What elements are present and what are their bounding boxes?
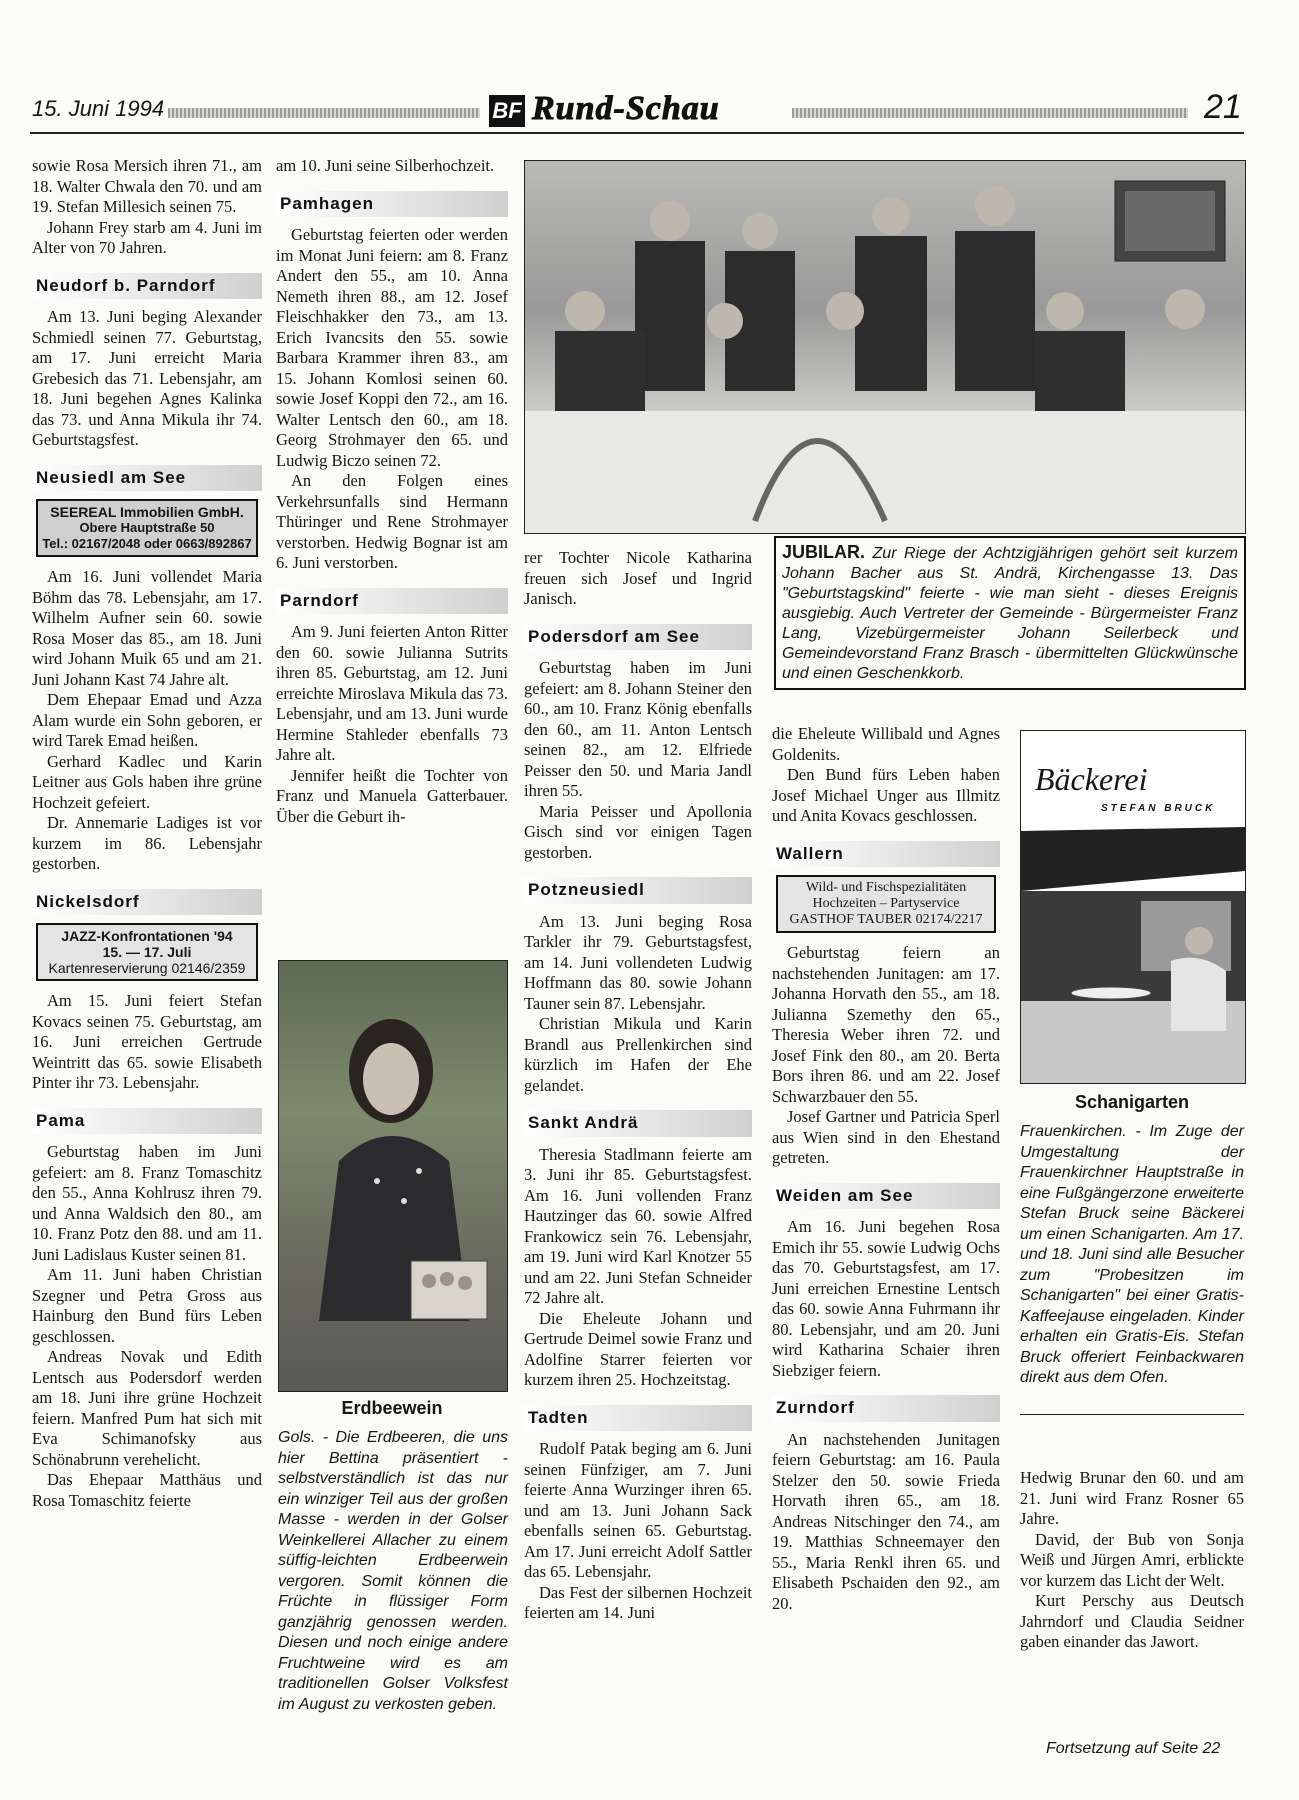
ad-line: Wild- und Fischspezialitäten (805, 880, 967, 895)
ad-line: Kartenreservierung 02146/2359 (48, 960, 246, 976)
paragraph: Am 16. Juni vollendet Maria Böhm das 78. Lebensjahr, am 17. Wilhelm Aufner sein 60. sowie Rosa Moser das 85., am 18. Juni wird Johann Muik 65 und am 21. Juni Johann Kast 74 Jahre alt. (32, 567, 262, 689)
paragraph: Das Fest der silbernen Hochzeit feierten am 14. Juni (524, 1582, 752, 1622)
jubilar-text: Zur Riege der Achtzigjährigen gehört seit kurzem Johann Bacher aus St. Andrä, Kirchengasse 13. Das "Geburtstagskind" feierte - wie man sieht - dieses Ereignis ausgiebig. Auch Vertreter der Gemeinde - Bürgermeister Franz Lang, Vizebürgermeister Johann Seilerbeck und Gemeindevorstand Franz Brasch - übermittelten Glückwünsche und einen Geschenkkorb. (782, 545, 1239, 682)
paragraph: sowie Rosa Mersich ihren 71., am 18. Walter Chwala den 70. und am 19. Stefan Millesich seinen 75. (32, 156, 262, 216)
paragraph: Am 13. Juni beging Rosa Tarkler ihr 79. Geburtstagsfest, am 14. Juni vollendeten Ludwig Hoffmann das 80. sowie Johann Tauner sein 87. Lebensjahr. (524, 911, 752, 1013)
jubilar-caption-box (774, 536, 1246, 690)
paragraph: Dr. Annemarie Ladiges ist vor kurzem im 86. Lebensjahr gestorben. (32, 813, 262, 873)
photo-title-erdbeewein: Erdbeewein (341, 1398, 443, 1418)
paragraph: Am 13. Juni beging Alexander Schmiedl seinen 77. Geburtstag, am 17. Juni erreicht Maria Grebesich das 71. Lebensjahr, am 18. Juni begehen Agnes Kalinka das 73. und Anna Mikula ihr 74. Geburtstagsfest. (32, 307, 262, 449)
paragraph: Jennifer heißt die Tochter von Franz und Manuela Gatterbauer. Über die Geburt ih- (276, 765, 508, 826)
column-4 (772, 724, 1000, 1614)
ad-line: 15. — 17. Juli (102, 944, 192, 960)
section-title: Rund-Schau (532, 90, 720, 127)
section-heading-tadten: Tadten (524, 1405, 752, 1432)
paragraph: Das Ehepaar Matthäus und Rosa Tomaschitz feierte (32, 1470, 262, 1510)
section-heading-neusiedl: Neusiedl am See (32, 465, 262, 492)
jubilar-photo (524, 160, 1246, 534)
section-heading-pamhagen: Pamhagen (276, 191, 508, 218)
paragraph: Gerhard Kadlec und Karin Leitner aus Gols haben ihre grüne Hochzeit gefeiert. (32, 751, 262, 812)
photo-caption-erdbeewein: Gols. - Die Erdbeeren, die uns hier Bettina präsentiert - selbstverständlich ist das nur ein winziger Teil aus der großen Masse - werden in der Golser Weinkellerei Allacher zu einem süffig-leichten Erdbeerwein vergoren. Somit können die Früchte in flüssiger Form ganzjährig genossen werden. Diesen und noch einige andere Fruchtweine wird es am traditionellen Golser Volksfest im August zu verkosten geben. (278, 1429, 508, 1713)
paragraph: Die Eheleute Johann und Gertrude Deimel sowie Franz und Adolfine Starrer feierten vor kurzem ihren 25. Hochzeitstag. (524, 1308, 752, 1389)
photo-caption-schanigarten: Frauenkirchen. - Im Zuge der Umgestaltung der Frauenkirchner Hauptstraße in eine Fußgängerzone erweiterte Stefan Bruck seine Bäckerei um einen Schanigarten. Am 17. und 18. Juni sind alle Besucher zum "Probesitzen im Schanigarten" bei einer Gratis-Kaffeejause eingeladen. Kinder erhalten ein Gratis-Eis. Stefan Bruck offeriert Feinbackwaren direkt aus dem Ofen. (1020, 1123, 1244, 1386)
section-heading-potzneusiedl: Potzneusiedl (524, 877, 752, 904)
column-2 (276, 156, 508, 827)
paragraph: Am 15. Juni feiert Stefan Kovacs seinen 75. Geburtstag, am 16. Juni erreichen Gertrude Weintritt das 65. sowie Elisabeth Pinter ihr 73. Lebensjahr. (32, 991, 262, 1092)
page-number: 21 (1204, 88, 1242, 126)
section-heading-pama: Pama (32, 1108, 262, 1135)
column-1 (32, 156, 262, 1511)
paragraph: Geburtstag haben im Juni gefeiert: am 8. Franz Tomaschitz den 55., Anna Kohlrusz ihren 79. und Anna Waldsich den 80., am 10. Franz Potz den 88. und am 11. Juni Ladislaus Kuster seinen 81. (32, 1142, 262, 1264)
paragraph: die Eheleute Willibald und Agnes Goldenits. (772, 724, 1000, 764)
strawberry-photo (278, 960, 508, 1392)
column-3 (524, 548, 752, 1624)
header-rule-right (792, 108, 1188, 118)
paragraph: Dem Ehepaar Emad und Azza Alam wurde ein Sohn geboren, er wird Tarek Emad heißen. (32, 690, 262, 750)
paragraph: Geburtstag feierten oder werden im Monat Juni feiern: am 8. Franz Andert den 55., am 10. Anna Nemeth ihren 88., am 12. Josef Fleischhakker den 73., am 13. Erich Ivancsits den 55. sowie Barbara Krammer ihren 83., am 15. Johann Komlosi seinen 60. sowie Josef Koppi den 72., am 16. Walter Lentsch den 60., am 18. Georg Strohmayer den 65. und Ludwig Biczo seinen 72. (276, 225, 508, 470)
woman-with-strawberries-illustration (279, 961, 507, 1391)
bf-logo: BF (489, 95, 525, 127)
baeckerei-photo (1020, 730, 1246, 1084)
column-5 (1020, 1468, 1244, 1653)
header-rule-left (168, 108, 480, 118)
ad-line: SEEREAL Immobilien GmbH. (50, 504, 244, 520)
bakery-sign-name: STEFAN BRUCK (1101, 803, 1216, 814)
ad-line: Tel.: 02167/2048 oder 0663/892867 (42, 536, 252, 551)
paragraph: Josef Gartner und Patricia Sperl aus Wien sind in den Ehestand getreten. (772, 1107, 1000, 1167)
section-heading-weiden: Weiden am See (772, 1183, 1000, 1210)
paragraph: David, der Bub von Sonja Weiß und Jürgen Amri, erblickte vor kurzem das Licht der Welt. (1020, 1529, 1244, 1590)
jubilar-label: JUBILAR. (782, 542, 866, 562)
paragraph: Kurt Perschy aus Deutsch Jahrndorf und Claudia Seidner gaben einander das Jawort. (1020, 1591, 1244, 1651)
paragraph: Rudolf Patak beging am 6. Juni seinen Fünfziger, am 7. Juni feierte Anna Wurzinger ihren 65. und am 13. Juni Johann Sack ebenfalls seinen 65. Geburtstag. Am 17. Juni erreicht Adolf Sattler das 65. Lebensjahr. (524, 1439, 752, 1581)
paragraph: Den Bund fürs Leben haben Josef Michael Unger aus Illmitz und Anita Kovacs geschlossen. (772, 765, 1000, 825)
schanigarten-illustration (1021, 731, 1245, 1083)
advertisement-jazz (36, 923, 258, 981)
paragraph: Geburtstag feiern an nachstehenden Junitagen: am 17. Johanna Horvath den 55., am 18. Julianna Szemethy den 65., Theresia Weber ihren 72. und Josef Fink den 80., am 20. Berta Bors ihren 86. und am 22. Josef Schwarzbauer den 55. (772, 943, 1000, 1106)
photo-title-schanigarten: Schanigarten (1074, 1092, 1190, 1112)
advertisement-gasthof-tauber (776, 875, 996, 933)
paragraph: Maria Peisser und Apollonia Gisch sind vor einigen Tagen gestorben. (524, 801, 752, 862)
paragraph: Theresia Stadlmann feierte am 3. Juni ihr 85. Geburtstagsfest. Am 16. Juni vollenden Franz Hautzinger das 60. sowie Alfred Frankowicz sein 76. Lebensjahr, am 19. Juni wird Karl Knotzer 55 und am 22. Juni Stefan Schneider 72 Jahre alt. (524, 1144, 752, 1307)
divider (1020, 1414, 1244, 1415)
ad-line: JAZZ-Konfrontationen '94 (61, 928, 233, 944)
section-heading-podersdorf: Podersdorf am See (524, 624, 752, 651)
bakery-sign-script: Bäckerei (1035, 761, 1148, 797)
paragraph: Am 11. Juni haben Christian Szegner und Petra Gross aus Hainburg den Bund fürs Leben geschlossen. (32, 1265, 262, 1346)
paragraph: Johann Frey starb am 4. Juni im Alter von 70 Jahren. (32, 217, 262, 257)
paragraph: rer Tochter Nicole Katharina freuen sich Josef und Ingrid Janisch. (524, 548, 752, 608)
section-heading-zurndorf: Zurndorf (772, 1395, 1000, 1422)
paragraph: Am 9. Juni feierten Anton Ritter den 60. sowie Julianna Sutrits ihren 85. Geburtstag, am 12. Juni erreichte Miroslava Mikula das 73. Lebensjahr, und am 13. Juni wurde Hermine Stahleder ebenfalls 73 Jahre alt. (276, 622, 508, 764)
paragraph: An den Folgen eines Verkehrsunfalls sind Hermann Thüringer und Rene Strohmayer verstorben. Hedwig Bognar ist am 6. Juni verstorben. (276, 471, 508, 572)
ad-line: Obere Hauptstraße 50 (79, 520, 215, 535)
continued-note: Fortsetzung auf Seite 22 (1046, 1740, 1221, 1757)
issue-date: 15. Juni 1994 (32, 96, 165, 121)
paragraph: An nachstehenden Junitagen feiern Geburtstag: am 16. Paula Stelzer den 50. sowie Frieda Horvath ihren 65., am 18. Andreas Nitschinger den 74., am 19. Matthias Schneemayer den 55., Maria Renkl ihren 65. und Elisabeth Pschaiden den 92., am 20. (772, 1429, 1000, 1613)
paragraph: Geburtstag haben im Juni gefeiert: am 8. Johann Steiner den 60., am 10. Franz König ebenfalls den 60., am 11. Anton Lentsch seinen 82., am 12. Elfriede Peisser den 50. und Maria Jandl ihren 55. (524, 658, 752, 800)
section-heading-nickelsdorf: Nickelsdorf (32, 889, 262, 916)
section-heading-wallern: Wallern (772, 841, 1000, 868)
ad-line: GASTHOF TAUBER 02174/2217 (789, 912, 983, 927)
section-heading-parndorf: Parndorf (276, 588, 508, 615)
ad-line: Hochzeiten – Partyservice (812, 896, 960, 911)
paragraph: Am 16. Juni begehen Rosa Emich ihr 55. sowie Ludwig Ochs das 70. Geburtstagsfest, am 17. Juni erreichen Ernestine Lentsch das 60. sowie Anna Fuhrmann ihr 80. Lebensjahr, und am 20. Juni wird Katharina Schaier ihren Siebziger feiern. (772, 1217, 1000, 1380)
paragraph: Andreas Novak und Edith Lentsch aus Podersdorf werden am 18. Juni ihre grüne Hochzeit feiern. Manfred Pum hat sich mit Eva Schimanofsky aus Schönabrunn verehelicht. (32, 1347, 262, 1469)
header-underline (30, 132, 1244, 134)
section-heading-sankt-andrae: Sankt Andrä (524, 1110, 752, 1137)
advertisement-seereal (36, 499, 258, 557)
group-celebration-illustration (525, 161, 1245, 533)
paragraph: Hedwig Brunar den 60. und am 21. Juni wird Franz Rosner 65 Jahre. (1020, 1468, 1244, 1528)
paragraph: am 10. Juni seine Silberhochzeit. (276, 156, 495, 175)
paragraph: Christian Mikula und Karin Brandl aus Prellenkirchen sind kürzlich im Hafen der Ehe gelandet. (524, 1014, 752, 1095)
section-heading-neudorf: Neudorf b. Parndorf (32, 273, 262, 300)
